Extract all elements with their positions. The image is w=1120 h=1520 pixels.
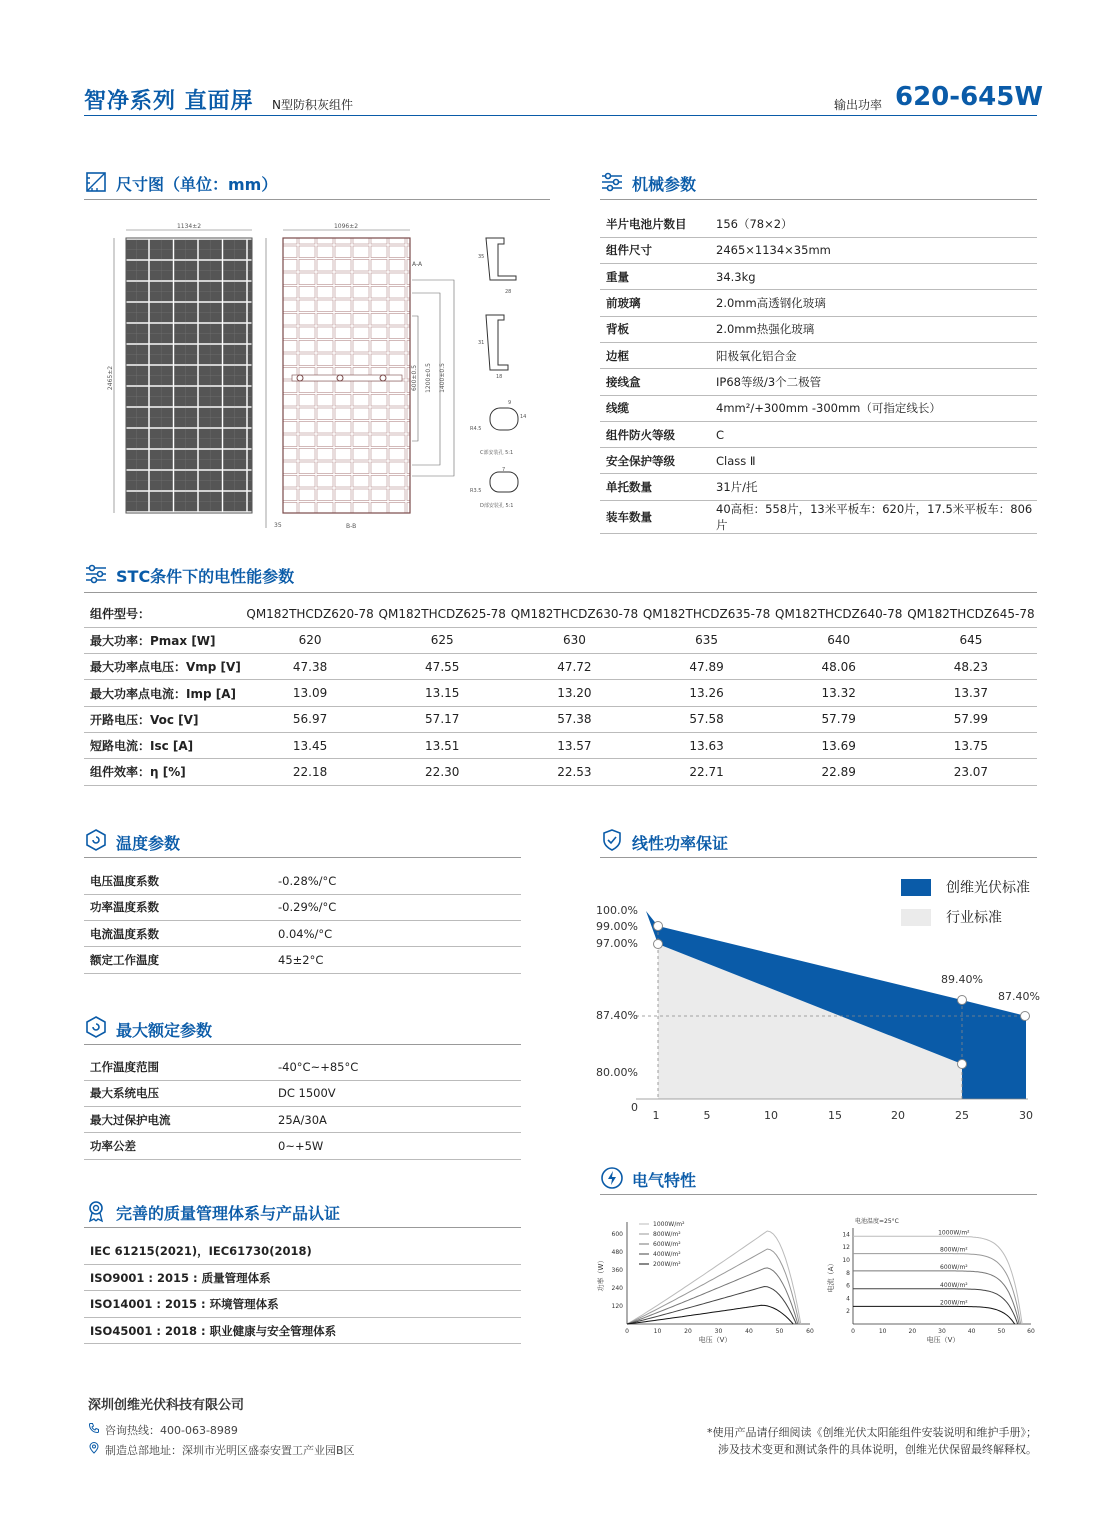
param-name: 最大功率：Pmax [W] xyxy=(84,627,244,653)
pv-xtick: 60 xyxy=(806,1328,814,1335)
pv-ytick: 360 xyxy=(611,1267,623,1274)
param-name: 最大功率点电流：Imp [A] xyxy=(84,680,244,706)
iv-xtick: 20 xyxy=(908,1328,917,1335)
x-label: 30 xyxy=(1019,1109,1033,1122)
x-label: 15 xyxy=(828,1109,842,1122)
table-row xyxy=(84,1133,521,1159)
cert-row: ISO9001 : 2015 : 质量管理体系 xyxy=(84,1265,521,1292)
iv-xtick: 10 xyxy=(878,1328,887,1335)
table-row xyxy=(600,237,1037,263)
pv-legend-label: 200W/m² xyxy=(653,1261,681,1268)
pv-xtick: 0 xyxy=(625,1328,629,1335)
pv-xtick: 10 xyxy=(653,1328,662,1335)
point-y1-industry xyxy=(654,940,663,949)
model-name: QM182THCDZ625-78 xyxy=(376,601,508,627)
aa-label: A-A xyxy=(412,261,423,268)
power-label: 输出功率 xyxy=(834,98,883,112)
param-name: 功率公差 xyxy=(84,1133,272,1159)
param-value: 13.09 xyxy=(244,680,376,706)
param-name: 组件尺寸 xyxy=(600,237,710,263)
param-value: 13.37 xyxy=(905,680,1037,706)
y-label: 97.00% xyxy=(596,937,638,950)
param-value: 31片/托 xyxy=(710,474,1037,500)
header-divider xyxy=(84,115,1037,116)
ruler-icon xyxy=(84,170,108,194)
shield-check-icon xyxy=(600,828,624,852)
param-value: 40高柜：558片，13米平板车：620片，17.5米平板车：806片 xyxy=(710,500,1037,533)
param-value: 45±2°C xyxy=(272,947,521,973)
pv-xtick: 40 xyxy=(745,1328,753,1335)
hole-c-note: C部安装孔 5:1 xyxy=(480,450,514,456)
pv-ytick: 480 xyxy=(611,1249,623,1256)
cert-row: IEC 61215(2021)，IEC61730(2018) xyxy=(84,1238,521,1265)
iv-curve-label: 1000W/m² xyxy=(938,1229,970,1237)
table-row xyxy=(84,654,1037,680)
param-value: Class Ⅱ xyxy=(710,448,1037,474)
page-title: 智净系列 直面屏 xyxy=(84,89,254,114)
param-value: 57.58 xyxy=(640,706,772,732)
thick-label: 35 xyxy=(274,522,282,529)
table-row xyxy=(84,680,1037,706)
front-width-label: 1134±2 xyxy=(176,223,202,230)
pv-xtick: 30 xyxy=(714,1328,723,1335)
param-value: 645 xyxy=(905,627,1037,653)
param-name: 前玻璃 xyxy=(600,290,710,316)
iv-ytick: 4 xyxy=(846,1295,850,1303)
legend-brand-label: 创维光伏标准 xyxy=(946,880,1030,896)
iv-curve xyxy=(853,1271,1019,1324)
dimension-divider xyxy=(84,199,550,200)
table-row xyxy=(84,732,1037,758)
warranty-chart xyxy=(596,864,1046,1129)
iv-ytick: 14 xyxy=(842,1231,850,1239)
param-value: 630 xyxy=(508,627,640,653)
address: 制造总部地址：深圳市光明区盛泰安置工产业园B区 xyxy=(105,1444,355,1457)
pv-yticks xyxy=(612,1231,624,1310)
stc-table xyxy=(84,601,1037,786)
iv-curve-label: 800W/m² xyxy=(940,1246,968,1254)
param-name: 组件防火等级 xyxy=(600,421,710,447)
power-value: 620-645W xyxy=(895,82,1044,112)
param-value: 13.63 xyxy=(640,732,772,758)
param-value: 13.57 xyxy=(508,732,640,758)
param-value: 48.23 xyxy=(905,654,1037,680)
iv-xticks xyxy=(851,1328,1035,1335)
param-value: 640 xyxy=(773,627,905,653)
param-name: 开路电压：Voc [V] xyxy=(84,706,244,732)
hole-c-9: 9 xyxy=(508,400,512,406)
param-value: 22.53 xyxy=(508,759,640,785)
param-name: 短路电流：Isc [A] xyxy=(84,732,244,758)
profile1-width: 28 xyxy=(505,289,512,295)
param-value: 13.69 xyxy=(773,732,905,758)
iv-ytick: 10 xyxy=(842,1257,850,1264)
page-subtitle: N型防积灰组件 xyxy=(272,98,353,112)
param-value: 57.99 xyxy=(905,706,1037,732)
param-value: 48.06 xyxy=(773,654,905,680)
param-name: 最大功率点电压：Vmp [V] xyxy=(84,654,244,680)
temperature-title: 温度参数 xyxy=(116,834,181,853)
pv-legend xyxy=(639,1221,685,1268)
param-name: 装车数量 xyxy=(600,500,710,533)
param-value: 13.32 xyxy=(773,680,905,706)
y-label: 99.00% xyxy=(596,920,638,933)
pv-xtick: 50 xyxy=(775,1328,784,1335)
iv-ytick: 12 xyxy=(842,1244,850,1252)
hole-c-14: 14 xyxy=(520,414,527,420)
param-value: 635 xyxy=(640,627,772,653)
param-value: 22.30 xyxy=(376,759,508,785)
table-row xyxy=(600,474,1037,500)
param-value: 22.89 xyxy=(773,759,905,785)
sliders-icon xyxy=(84,562,108,586)
temperature-table xyxy=(84,868,521,974)
param-name: 安全保护等级 xyxy=(600,448,710,474)
hole-d-note: D部安装孔 5:1 xyxy=(480,503,514,509)
param-value: 13.45 xyxy=(244,732,376,758)
param-value: 57.17 xyxy=(376,706,508,732)
profile2-width: 18 xyxy=(496,374,503,380)
table-row xyxy=(600,395,1037,421)
dim-600: 600±0.5 xyxy=(411,364,418,392)
stc-divider xyxy=(84,592,1037,593)
pv-xticks xyxy=(625,1328,814,1335)
param-name: 线缆 xyxy=(600,395,710,421)
table-row xyxy=(600,369,1037,395)
table-row xyxy=(84,947,521,973)
table-row xyxy=(84,1054,521,1080)
x-label: 20 xyxy=(891,1109,905,1122)
param-value: DC 1500V xyxy=(272,1080,521,1106)
cert-row: ISO45001 : 2018 : 职业健康与安全管理体系 xyxy=(84,1318,521,1345)
iv-xtick: 30 xyxy=(938,1328,946,1335)
param-value: 156（78×2） xyxy=(710,211,1037,237)
table-row xyxy=(600,290,1037,316)
temperature-divider xyxy=(84,857,521,858)
quality-list xyxy=(84,1238,521,1344)
param-value: 0.04%/°C xyxy=(272,921,521,947)
table-row xyxy=(600,211,1037,237)
param-value: 57.79 xyxy=(773,706,905,732)
model-name: QM182THCDZ645-78 xyxy=(905,601,1037,627)
point-y1-brand xyxy=(654,922,663,931)
param-value: 22.71 xyxy=(640,759,772,785)
param-value: 13.20 xyxy=(508,680,640,706)
table-row xyxy=(84,706,1037,732)
param-value: 阳极氧化铝合金 xyxy=(710,342,1037,368)
param-value: 23.07 xyxy=(905,759,1037,785)
point-label: 87.40% xyxy=(998,990,1040,1003)
iv-curve-label: 600W/m² xyxy=(940,1263,968,1271)
hole-d-7: 7 xyxy=(502,467,506,473)
pv-legend-label: 800W/m² xyxy=(653,1231,681,1238)
cert-row: ISO14001 : 2015 : 环境管理体系 xyxy=(84,1291,521,1318)
y-label: 100.0% xyxy=(596,904,638,917)
param-name: 半片电池片数目 xyxy=(600,211,710,237)
param-value: 13.26 xyxy=(640,680,772,706)
mechanical-title: 机械参数 xyxy=(632,175,697,194)
ratings-divider xyxy=(84,1044,521,1045)
legend-brand-swatch xyxy=(901,879,931,896)
ratings-title: 最大额定参数 xyxy=(116,1021,213,1040)
hole-c-radius: R4.5 xyxy=(470,426,482,432)
mechanical-divider xyxy=(600,199,1037,200)
y-label: 80.00% xyxy=(596,1066,638,1079)
ratings-table xyxy=(84,1054,521,1160)
disclaimer-line-2: 涉及技术变更和测试条件的具体说明，创维光伏保留最终解释权。 xyxy=(718,1443,1037,1456)
param-name: 工作温度范围 xyxy=(84,1054,272,1080)
param-name: 最大系统电压 xyxy=(84,1080,272,1106)
header-label: 组件型号： xyxy=(84,601,244,627)
table-row xyxy=(84,627,1037,653)
x-label: 25 xyxy=(955,1109,969,1122)
hexagon-icon xyxy=(84,828,108,852)
sliders-icon xyxy=(600,170,624,194)
iv-ytick: 6 xyxy=(846,1282,850,1290)
point-y25-industry xyxy=(958,1060,967,1069)
hotline: 咨询热线：400-063-8989 xyxy=(105,1424,238,1437)
table-row xyxy=(600,421,1037,447)
pv-legend-label: 400W/m² xyxy=(653,1251,681,1258)
param-value: 47.89 xyxy=(640,654,772,680)
table-row xyxy=(600,264,1037,290)
iv-yticks xyxy=(842,1231,850,1315)
table-header-row xyxy=(84,601,1037,627)
dim-1200: 1200±0.5 xyxy=(425,363,432,393)
x-label: 10 xyxy=(764,1109,778,1122)
electrical-title: 电气特性 xyxy=(632,1171,697,1190)
profile2-height: 31 xyxy=(478,340,485,346)
pv-ytick: 120 xyxy=(611,1303,623,1310)
y-label: 87.40% xyxy=(596,1009,638,1022)
param-name: 单托数量 xyxy=(600,474,710,500)
iv-curve-label: 400W/m² xyxy=(940,1281,968,1289)
param-value: 13.15 xyxy=(376,680,508,706)
warranty-title: 线性功率保证 xyxy=(632,834,729,853)
table-row xyxy=(84,921,521,947)
profile1-height: 35 xyxy=(478,254,485,260)
pv-chart xyxy=(595,1214,820,1349)
param-value: C xyxy=(710,421,1037,447)
param-name: 最大过保护电流 xyxy=(84,1107,272,1133)
param-value: 2465×1134×35mm xyxy=(710,237,1037,263)
pv-curve xyxy=(627,1268,798,1324)
company-name: 深圳创维光伏科技有限公司 xyxy=(88,1398,245,1413)
table-row xyxy=(84,894,521,920)
param-value: 57.38 xyxy=(508,706,640,732)
pv-ylabel: 功率（W） xyxy=(597,1256,605,1292)
param-name: 接线盒 xyxy=(600,369,710,395)
electrical-divider xyxy=(600,1194,1037,1195)
table-row xyxy=(84,868,521,894)
pv-legend-label: 600W/m² xyxy=(653,1241,681,1248)
param-value: 22.18 xyxy=(244,759,376,785)
param-name: 电流温度系数 xyxy=(84,921,272,947)
iv-ylabel: 电流（A） xyxy=(827,1259,835,1293)
quality-title: 完善的质量管理体系与产品认证 xyxy=(116,1204,341,1223)
param-value: 2.0mm热强化玻璃 xyxy=(710,316,1037,342)
phone-icon xyxy=(88,1422,100,1434)
param-value: -0.28%/°C xyxy=(272,868,521,894)
param-value: 13.75 xyxy=(905,732,1037,758)
point-y25-brand xyxy=(958,996,967,1005)
table-row xyxy=(84,759,1037,785)
dim-1400: 1400±0.5 xyxy=(439,363,446,393)
param-value: 25A/30A xyxy=(272,1107,521,1133)
table-row xyxy=(84,1080,521,1106)
model-name: QM182THCDZ640-78 xyxy=(773,601,905,627)
mechanical-table xyxy=(600,211,1037,534)
param-value: 2.0mm高透钢化玻璃 xyxy=(710,290,1037,316)
iv-chart xyxy=(825,1214,1040,1349)
iv-xlabel: 电压（V） xyxy=(926,1336,960,1344)
pv-ytick: 600 xyxy=(611,1231,623,1238)
table-row xyxy=(600,448,1037,474)
iv-ytick: 8 xyxy=(846,1269,850,1277)
table-row xyxy=(600,316,1037,342)
dimension-title: 尺寸图（单位：mm） xyxy=(116,175,278,194)
pv-xlabel: 电压（V） xyxy=(698,1336,732,1344)
iv-curve xyxy=(853,1306,1015,1324)
pv-legend-label: 1000W/m² xyxy=(653,1221,685,1228)
iv-xtick: 50 xyxy=(997,1328,1006,1335)
param-value: -0.29%/°C xyxy=(272,894,521,920)
y-label: 0 xyxy=(631,1101,638,1114)
dimension-drawing xyxy=(100,218,540,533)
param-value: 34.3kg xyxy=(710,264,1037,290)
warranty-divider xyxy=(600,857,1037,858)
iv-curve-label: 200W/m² xyxy=(940,1299,968,1307)
legend-industry-label: 行业标准 xyxy=(946,910,1002,926)
location-icon xyxy=(88,1442,100,1454)
iv-ytick: 2 xyxy=(846,1308,850,1316)
iv-note: 电池温度=25°C xyxy=(855,1218,899,1225)
param-name: 电压温度系数 xyxy=(84,868,272,894)
iv-curves xyxy=(853,1229,1022,1324)
param-value: IP68等级/3个二极管 xyxy=(710,369,1037,395)
param-name: 功率温度系数 xyxy=(84,894,272,920)
quality-divider xyxy=(84,1227,521,1228)
model-name: QM182THCDZ635-78 xyxy=(640,601,772,627)
param-value: -40°C~+85°C xyxy=(272,1054,521,1080)
award-icon xyxy=(84,1199,108,1223)
param-value: 56.97 xyxy=(244,706,376,732)
param-name: 重量 xyxy=(600,264,710,290)
disclaimer-line-1: *使用产品请仔细阅读《创维光伏太阳能组件安装说明和维护手册》； xyxy=(707,1426,1037,1439)
point-y30-brand xyxy=(1021,1012,1030,1021)
model-name: QM182THCDZ620-78 xyxy=(244,601,376,627)
param-value: 625 xyxy=(376,627,508,653)
pv-curve xyxy=(627,1287,796,1325)
bb-label: B-B xyxy=(346,523,357,530)
back-width-label: 1096±2 xyxy=(333,223,359,230)
param-value: 13.51 xyxy=(376,732,508,758)
iv-xtick: 60 xyxy=(1027,1328,1035,1335)
bolt-icon xyxy=(600,1166,624,1190)
table-row xyxy=(84,1107,521,1133)
x-label: 5 xyxy=(703,1109,711,1122)
legend-industry-swatch xyxy=(901,909,931,926)
stc-title: STC条件下的电性能参数 xyxy=(116,567,295,586)
iv-xtick: 0 xyxy=(851,1328,855,1335)
param-name: 额定工作温度 xyxy=(84,947,272,973)
table-row xyxy=(600,342,1037,368)
hexagon-icon xyxy=(84,1015,108,1039)
param-value: 47.55 xyxy=(376,654,508,680)
param-name: 组件效率：η [%] xyxy=(84,759,244,785)
iv-curve xyxy=(853,1236,1022,1324)
param-name: 边框 xyxy=(600,342,710,368)
pv-xtick: 20 xyxy=(684,1328,692,1335)
param-value: 4mm²/+300mm -300mm（可指定线长） xyxy=(710,395,1037,421)
param-value: 0~+5W xyxy=(272,1133,521,1159)
pv-ytick: 240 xyxy=(611,1285,623,1292)
x-label: 1 xyxy=(652,1109,660,1122)
iv-xtick: 40 xyxy=(967,1328,976,1335)
height-label: 2465±2 xyxy=(107,365,114,391)
hole-d-radius: R3.5 xyxy=(470,488,482,494)
param-value: 47.72 xyxy=(508,654,640,680)
table-row xyxy=(600,500,1037,533)
point-label: 89.40% xyxy=(941,973,983,986)
model-name: QM182THCDZ630-78 xyxy=(508,601,640,627)
param-name: 背板 xyxy=(600,316,710,342)
param-value: 620 xyxy=(244,627,376,653)
param-value: 47.38 xyxy=(244,654,376,680)
